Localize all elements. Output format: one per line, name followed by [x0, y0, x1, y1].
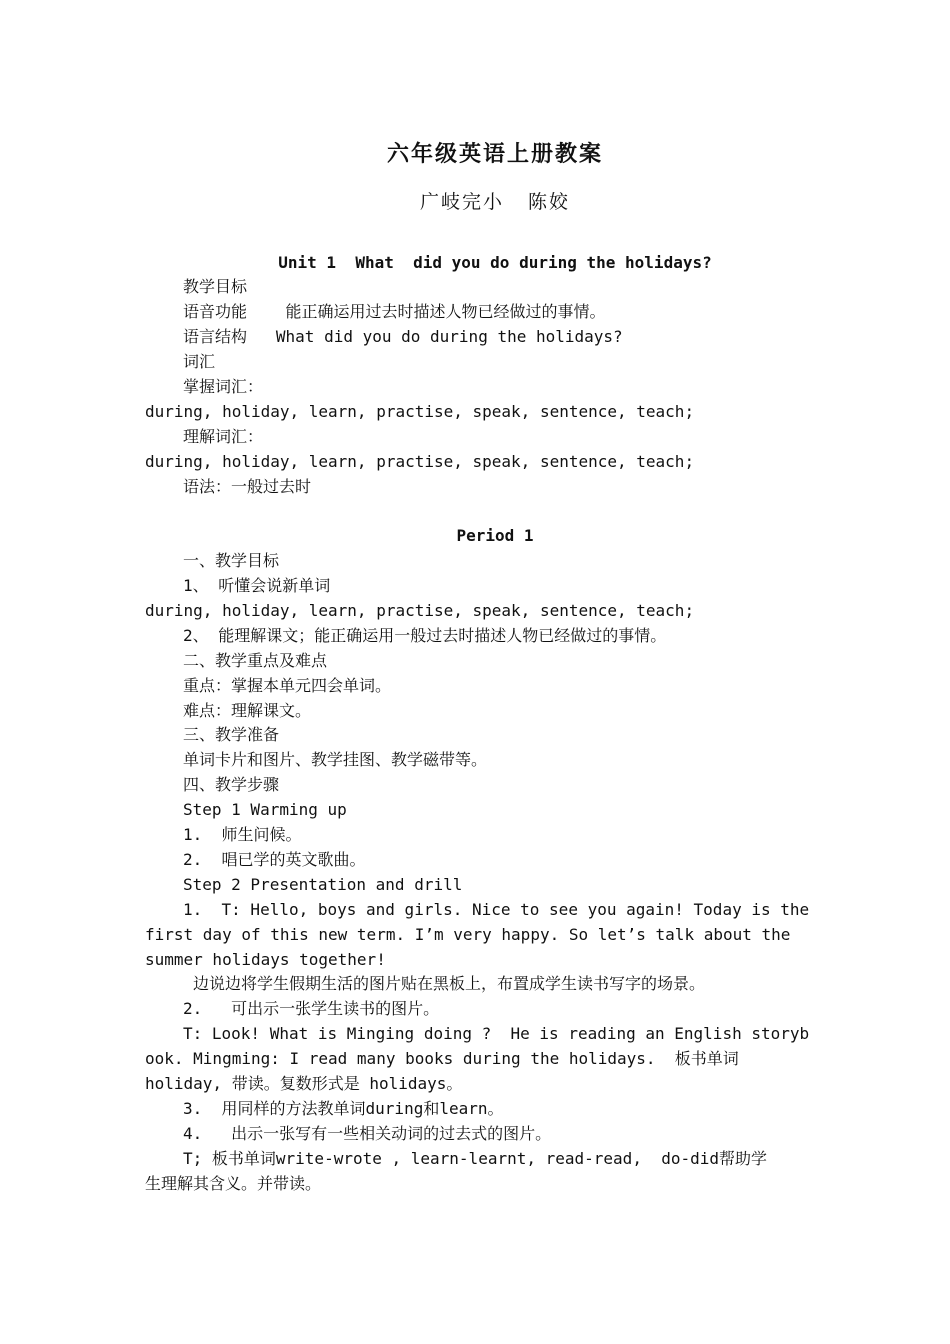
- step2-heading: Step 2 Presentation and drill: [183, 875, 463, 894]
- step2-p1-line3: summer holidays together!: [145, 950, 386, 969]
- unit-heading: Unit 1 What did you do during the holidays?: [278, 253, 712, 272]
- grammar-line: 语法：一般过去时: [183, 477, 312, 496]
- section-objectives-heading: 一、教学目标: [183, 551, 280, 570]
- step2-p2-line1: 2. 可出示一张学生读书的图片。: [183, 999, 440, 1018]
- structure-line: 语言结构 What did you do during the holidays?: [183, 327, 623, 346]
- understand-vocab-words: during, holiday, learn, practise, speak, sentence, teach;: [145, 452, 695, 471]
- step1-item-1: 1. 师生问候。: [183, 825, 302, 844]
- step1-heading: Step 1 Warming up: [183, 800, 347, 819]
- objective-item-1: 1、 听懂会说新单词: [183, 576, 331, 595]
- step2-p1-line2: first day of this new term. I’m very happy. So let’s talk about the: [145, 925, 791, 944]
- step2-p2-line2: T: Look! What is Minging doing ? He is reading an English storyb: [183, 1024, 810, 1043]
- section-steps-heading: 四、教学步骤: [183, 775, 280, 794]
- function-line: 语音功能 能正确运用过去时描述人物已经做过的事情。: [183, 302, 606, 321]
- master-vocab-label: 掌握词汇：: [183, 377, 264, 396]
- section-focus-heading: 二、教学重点及难点: [183, 651, 328, 670]
- section-preparation-heading: 三、教学准备: [183, 725, 280, 744]
- step2-p1-line1: 1. T: Hello, boys and girls. Nice to see you again! Today is the: [183, 900, 810, 919]
- step2-p3-line1: 3. 用同样的方法教单词during和learn。: [183, 1099, 504, 1118]
- author-line: 广岐完小 陈姣: [419, 191, 571, 213]
- step2-p4-line2: T; 板书单词write-wrote , learn-learnt, read-read, do-did帮助学: [183, 1149, 768, 1168]
- vocab-label: 词汇: [183, 352, 216, 371]
- master-vocab-words: during, holiday, learn, practise, speak, sentence, teach;: [145, 402, 695, 421]
- key-point: 重点：掌握本单元四会单词。: [183, 676, 392, 695]
- step2-p2-line3: ook. Mingming: I read many books during the holidays. 板书单词: [145, 1049, 739, 1068]
- step2-p1-line4: 边说边将学生假期生活的图片贴在黑板上，布置成学生读书写字的场景。: [193, 974, 706, 993]
- difficult-point: 难点：理解课文。: [183, 701, 312, 720]
- objective-item-2: 2、 能理解课文；能正确运用一般过去时描述人物已经做过的事情。: [183, 626, 667, 645]
- document-title: 六年级英语上册教案: [386, 141, 603, 167]
- step2-p4-line1: 4. 出示一张写有一些相关动词的过去式的图片。: [183, 1124, 552, 1143]
- step1-item-2: 2. 唱已学的英文歌曲。: [183, 850, 366, 869]
- understand-vocab-label: 理解词汇：: [183, 427, 264, 446]
- step2-p2-line4: holiday, 带读。复数形式是 holidays。: [145, 1074, 463, 1093]
- preparation-content: 单词卡片和图片、教学挂图、教学磁带等。: [183, 750, 488, 769]
- objectives-label: 教学目标: [183, 277, 248, 296]
- objective-item-1-words: during, holiday, learn, practise, speak, sentence, teach;: [145, 601, 695, 620]
- step2-p4-line3: 生理解其含义。并带读。: [145, 1174, 322, 1193]
- period-heading: Period 1: [456, 526, 534, 545]
